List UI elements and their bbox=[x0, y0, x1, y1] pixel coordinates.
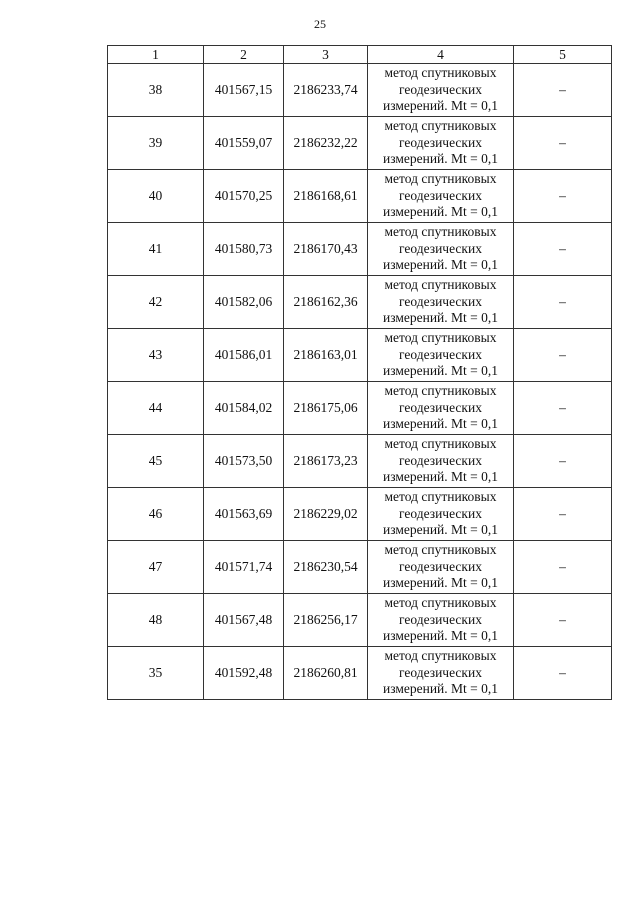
x-coordinate-cell: 401592,48 bbox=[204, 647, 284, 700]
table-header bbox=[108, 46, 612, 64]
point-number-cell: 39 bbox=[108, 117, 204, 170]
method-line: метод спутниковых bbox=[384, 595, 497, 611]
method-cell bbox=[368, 488, 514, 541]
note-cell: – bbox=[514, 329, 612, 382]
note-cell: – bbox=[514, 647, 612, 700]
table-row bbox=[108, 329, 612, 382]
method-line: метод спутниковых bbox=[384, 65, 497, 81]
table-row bbox=[108, 276, 612, 329]
header-row bbox=[108, 46, 612, 64]
method-line: измерений. Mt = 0,1 bbox=[382, 628, 499, 644]
method-line: измерений. Mt = 0,1 bbox=[382, 363, 499, 379]
y-coordinate-cell: 2186170,43 bbox=[284, 223, 368, 276]
point-number-cell: 40 bbox=[108, 170, 204, 223]
coordinates-table bbox=[107, 45, 612, 700]
point-number-cell: 41 bbox=[108, 223, 204, 276]
method-line: метод спутниковых bbox=[384, 542, 497, 558]
y-coordinate-cell: 2186256,17 bbox=[284, 594, 368, 647]
method-cell bbox=[368, 647, 514, 700]
point-number-cell: 38 bbox=[108, 64, 204, 117]
point-number-cell: 42 bbox=[108, 276, 204, 329]
point-number-cell: 43 bbox=[108, 329, 204, 382]
method-line: метод спутниковых bbox=[384, 118, 497, 134]
note-cell: – bbox=[514, 64, 612, 117]
note-cell: – bbox=[514, 382, 612, 435]
header-col-4: 4 bbox=[368, 46, 514, 64]
method-line: метод спутниковых bbox=[384, 277, 497, 293]
x-coordinate-cell: 401567,15 bbox=[204, 64, 284, 117]
method-line: измерений. Mt = 0,1 bbox=[382, 522, 499, 538]
method-cell bbox=[368, 276, 514, 329]
method-line: метод спутниковых bbox=[384, 648, 497, 664]
x-coordinate-cell: 401580,73 bbox=[204, 223, 284, 276]
method-line: измерений. Mt = 0,1 bbox=[382, 469, 499, 485]
note-cell: – bbox=[514, 223, 612, 276]
method-cell bbox=[368, 223, 514, 276]
method-cell bbox=[368, 594, 514, 647]
note-cell: – bbox=[514, 276, 612, 329]
header-col-3: 3 bbox=[284, 46, 368, 64]
method-line: метод спутниковых bbox=[384, 436, 497, 452]
y-coordinate-cell: 2186168,61 bbox=[284, 170, 368, 223]
method-line: метод спутниковых bbox=[384, 383, 497, 399]
header-col-2: 2 bbox=[204, 46, 284, 64]
x-coordinate-cell: 401571,74 bbox=[204, 541, 284, 594]
method-line: геодезических bbox=[399, 505, 482, 521]
point-number-cell: 48 bbox=[108, 594, 204, 647]
note-cell: – bbox=[514, 117, 612, 170]
table-row bbox=[108, 170, 612, 223]
point-number-cell: 44 bbox=[108, 382, 204, 435]
y-coordinate-cell: 2186162,36 bbox=[284, 276, 368, 329]
method-line: геодезических bbox=[399, 187, 482, 203]
method-line: измерений. Mt = 0,1 bbox=[382, 416, 499, 432]
note-cell: – bbox=[514, 541, 612, 594]
header-col-5: 5 bbox=[514, 46, 612, 64]
method-line: геодезических bbox=[399, 240, 482, 256]
header-col-1: 1 bbox=[108, 46, 204, 64]
method-cell bbox=[368, 329, 514, 382]
y-coordinate-cell: 2186233,74 bbox=[284, 64, 368, 117]
method-line: геодезических bbox=[399, 81, 482, 97]
method-line: измерений. Mt = 0,1 bbox=[382, 98, 499, 114]
method-line: измерений. Mt = 0,1 bbox=[382, 151, 499, 167]
method-cell bbox=[368, 541, 514, 594]
method-line: метод спутниковых bbox=[384, 224, 497, 240]
method-cell bbox=[368, 117, 514, 170]
method-cell bbox=[368, 64, 514, 117]
note-cell: – bbox=[514, 435, 612, 488]
x-coordinate-cell: 401570,25 bbox=[204, 170, 284, 223]
point-number-cell: 35 bbox=[108, 647, 204, 700]
method-line: метод спутниковых bbox=[384, 171, 497, 187]
table-row bbox=[108, 435, 612, 488]
table-row bbox=[108, 541, 612, 594]
x-coordinate-cell: 401563,69 bbox=[204, 488, 284, 541]
method-line: измерений. Mt = 0,1 bbox=[382, 681, 499, 697]
y-coordinate-cell: 2186163,01 bbox=[284, 329, 368, 382]
method-line: измерений. Mt = 0,1 bbox=[382, 257, 499, 273]
method-line: измерений. Mt = 0,1 bbox=[382, 575, 499, 591]
y-coordinate-cell: 2186232,22 bbox=[284, 117, 368, 170]
y-coordinate-cell: 2186229,02 bbox=[284, 488, 368, 541]
note-cell: – bbox=[514, 170, 612, 223]
method-line: геодезических bbox=[399, 346, 482, 362]
table-row bbox=[108, 117, 612, 170]
x-coordinate-cell: 401586,01 bbox=[204, 329, 284, 382]
x-coordinate-cell: 401582,06 bbox=[204, 276, 284, 329]
table-row bbox=[108, 223, 612, 276]
y-coordinate-cell: 2186230,54 bbox=[284, 541, 368, 594]
method-line: метод спутниковых bbox=[384, 489, 497, 505]
table-row bbox=[108, 488, 612, 541]
method-cell bbox=[368, 170, 514, 223]
method-cell bbox=[368, 435, 514, 488]
method-line: геодезических bbox=[399, 611, 482, 627]
x-coordinate-cell: 401559,07 bbox=[204, 117, 284, 170]
note-cell: – bbox=[514, 488, 612, 541]
method-cell bbox=[368, 382, 514, 435]
method-line: геодезических bbox=[399, 399, 482, 415]
table-row bbox=[108, 64, 612, 117]
method-line: измерений. Mt = 0,1 bbox=[382, 310, 499, 326]
method-line: геодезических bbox=[399, 134, 482, 150]
point-number-cell: 46 bbox=[108, 488, 204, 541]
method-line: измерений. Mt = 0,1 bbox=[382, 204, 499, 220]
method-line: метод спутниковых bbox=[384, 330, 497, 346]
point-number-cell: 47 bbox=[108, 541, 204, 594]
method-line: геодезических bbox=[399, 558, 482, 574]
y-coordinate-cell: 2186175,06 bbox=[284, 382, 368, 435]
table-row bbox=[108, 594, 612, 647]
table-row bbox=[108, 382, 612, 435]
table-row bbox=[108, 647, 612, 700]
page-number: 25 bbox=[314, 17, 326, 31]
method-line: геодезических bbox=[399, 664, 482, 680]
point-number-cell: 45 bbox=[108, 435, 204, 488]
x-coordinate-cell: 401573,50 bbox=[204, 435, 284, 488]
x-coordinate-cell: 401584,02 bbox=[204, 382, 284, 435]
table-body bbox=[108, 64, 612, 700]
method-line: геодезических bbox=[399, 293, 482, 309]
x-coordinate-cell: 401567,48 bbox=[204, 594, 284, 647]
note-cell: – bbox=[514, 594, 612, 647]
y-coordinate-cell: 2186173,23 bbox=[284, 435, 368, 488]
method-line: геодезических bbox=[399, 452, 482, 468]
y-coordinate-cell: 2186260,81 bbox=[284, 647, 368, 700]
